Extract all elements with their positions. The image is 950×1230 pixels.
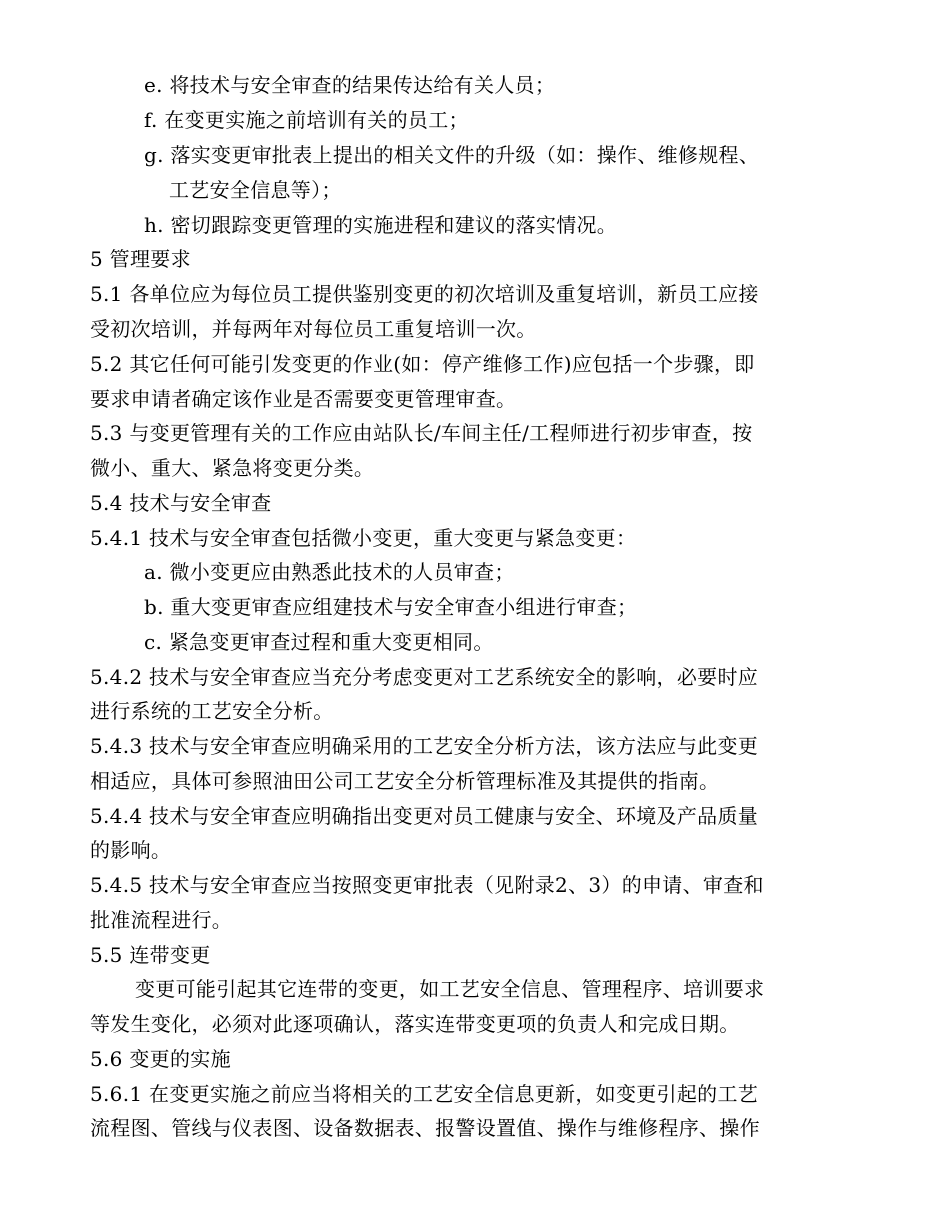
clause-5-4-4-cont: 的影响。 bbox=[90, 838, 172, 862]
clause-5-4-3-cont: 相适应，具体可参照油田公司工艺安全分析管理标准及其提供的指南。 bbox=[90, 769, 720, 793]
list-item-c: c. 紧急变更审查过程和重大变更相同。 bbox=[144, 630, 494, 654]
clause-5-4-4: 5.4.4 技术与安全审查应明确指出变更对员工健康与安全、环境及产品质量 bbox=[90, 804, 759, 828]
section-heading-5-5: 5.5 连带变更 bbox=[90, 943, 211, 967]
list-item-f: f. 在变更实施之前培训有关的员工； bbox=[144, 108, 469, 132]
clause-5-2-cont: 要求申请者确定该作业是否需要变更管理审查。 bbox=[90, 387, 517, 411]
clause-5-6-1-cont: 流程图、管线与仪表图、设备数据表、报警设置值、操作与维修程序、操作 bbox=[90, 1116, 760, 1140]
clause-5-3-cont: 微小、重大、紧急将变更分类。 bbox=[90, 456, 375, 480]
clause-5-2: 5.2 其它任何可能引发变更的作业(如：停产维修工作)应包括一个步骤，即 bbox=[90, 352, 755, 376]
clause-5-4-2-cont: 进行系统的工艺安全分析。 bbox=[90, 699, 334, 723]
clause-5-3: 5.3 与变更管理有关的工作应由站队长/车间主任/工程师进行初步审查，按 bbox=[90, 421, 753, 445]
list-item-g: g. 落实变更审批表上提出的相关文件的升级（如：操作、维修规程、 bbox=[144, 143, 760, 167]
clause-5-4-5-cont: 批准流程进行。 bbox=[90, 908, 233, 932]
list-item-b: b. 重大变更审查应组建技术与安全审查小组进行审查； bbox=[144, 595, 638, 619]
section-heading-5: 5 管理要求 bbox=[90, 247, 191, 271]
clause-5-1: 5.1 各单位应为每位员工提供鉴别变更的初次培训及重复培训，新员工应接 bbox=[90, 282, 759, 306]
clause-5-4-2: 5.4.2 技术与安全审查应当充分考虑变更对工艺系统安全的影响，必要时应 bbox=[90, 665, 759, 689]
clause-5-4-3: 5.4.3 技术与安全审查应明确采用的工艺安全分析方法，该方法应与此变更 bbox=[90, 734, 759, 758]
clause-5-4-5: 5.4.5 技术与安全审查应当按照变更审批表（见附录2、3）的申请、审查和 bbox=[90, 873, 764, 897]
paragraph-5-5-cont: 等发生变化，必须对此逐项确认，落实连带变更项的负责人和完成日期。 bbox=[90, 1012, 740, 1036]
section-heading-5-6: 5.6 变更的实施 bbox=[90, 1047, 231, 1071]
list-item-g-cont: 工艺安全信息等）； bbox=[169, 178, 342, 202]
section-heading-5-4: 5.4 技术与安全审查 bbox=[90, 491, 272, 515]
clause-5-6-1: 5.6.1 在变更实施之前应当将相关的工艺安全信息更新，如变更引起的工艺 bbox=[90, 1082, 759, 1106]
list-item-e: e. 将技术与安全审查的结果传达给有关人员； bbox=[144, 73, 556, 97]
paragraph-5-5: 变更可能引起其它连带的变更，如工艺安全信息、管理程序、培训要求 bbox=[135, 977, 765, 1001]
clause-5-1-cont: 受初次培训，并每两年对每位员工重复培训一次。 bbox=[90, 317, 537, 341]
clause-5-4-1: 5.4.1 技术与安全审查包括微小变更，重大变更与紧急变更： bbox=[90, 526, 637, 550]
list-item-h: h. 密切跟踪变更管理的实施进程和建议的落实情况。 bbox=[144, 213, 618, 237]
list-item-a: a. 微小变更应由熟悉此技术的人员审查； bbox=[144, 560, 515, 584]
